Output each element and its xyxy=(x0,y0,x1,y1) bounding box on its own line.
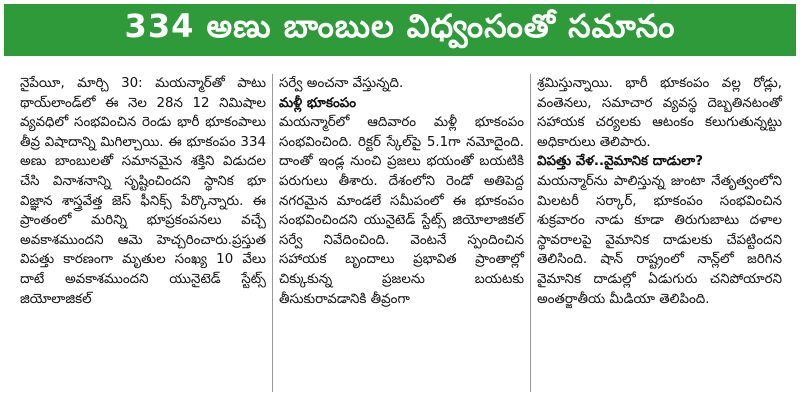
column-3-paragraph-2: మయన్మార్‌ను పాలిస్తున్న జుంటా నేతృత్వంలోని మిలటరీ సర్కార్, భూకంపం సంభవించిన శుక్రవారం నాడు కూడా తిరుగుబాటు దళాల స్థావరాలపై వైమానిక దాడులకు చేపట్టిందని తెలిసింది. షాన్ రాష్ట్రంలో నాన్ల్‌లో జరిగిన వైమానిక దాడుల్లో ఏడుగురు చనిపోయారని అంతర్జాతీయ మీడియా తెలిపింది. xyxy=(537,173,782,307)
column-3-paragraph-1: శ్రమిస్తున్నాయి. భారీ భూకంపం వల్ల రోడ్లు, వంతెనలు, సమాచార వ్యవస్థ దెబ్బతినటంతో సహాయక చర్యలకు ఆటంకం కలుగుతున్నట్టు అధికారులు తెలిపారు. xyxy=(537,76,782,150)
article-column-1 xyxy=(14,74,272,392)
column-2-lead: సర్వే అంచనా వేస్తున్నది. xyxy=(279,76,404,91)
column-2-paragraph: మయన్మార్‌లో ఆదివారం మళ్లీ భూకంపం సంభవించింది. రిక్టర్ స్కేల్‌పై 5.1గా నమోదైంది. దాంతో ఇండ్ల నుంచి ప్రజలు భయంతో బయటికి పరుగులు తీశారు. దేశంలోని రెండో అతిపెద్ద నగరమైన మాండలే సమీపంలో ఈ భూకంపం సంభవించిందని యునైటెడ్ స్టేట్స్ జియోలాజికల్ సర్వే నివేదించింది. వెంటనే స్పందించిన సహాయక బృందాలు ప్రభావిత ప్రాంతాల్లో చిక్కుకున్న ప్రజలను బయటకు తీసుకురావడానికి తీవ్రంగా xyxy=(279,115,524,307)
headline-banner xyxy=(4,4,796,56)
article-column-3 xyxy=(530,74,788,392)
article-column-2 xyxy=(272,74,530,392)
article-body xyxy=(14,74,790,392)
column-1-paragraph: నైపేయీ, మార్చి 30: మయన్మార్‌తో పాటు థాయ్‌లాండ్‌లో ఈ నెల 28న 12 నిమిషాల వ్యవధిలో సంభవించిన రెండు భారీ భూకంపాలు తీవ్ర విషాదాన్ని మిగిల్చాయి. ఈ భూకంపం 334 అణు బాంబులతో సమానమైన శక్తిని విడుదల చేసి వినాశనాన్ని సృష్టించిందని స్థానిక భూ విజ్ఞాన శాస్త్రవేత్త జెస్ ఫీనిక్స్ పేర్కొన్నారు. ఈ ప్రాంతంలో మరిన్ని భూప్రకంపనలు వచ్చే అవకాశముందని ఆమె హెచ్చరించారు.ప్రస్తుత విపత్తు కారణంగా మృతుల సంఖ్య 10 వేలు దాటే అవకాశముందని యునైటెడ్ స్టేట్స్ జియోలాజికల్ xyxy=(20,76,266,307)
headline: 334 అణు బాంబుల విధ్వంసంతో సమానం xyxy=(124,7,676,45)
subhead-aftershock: మళ్లీ భూకంపం xyxy=(279,95,357,111)
subhead-airstrikes: విపత్తు వేళ..వైమానిక దాడులా? xyxy=(537,154,703,170)
